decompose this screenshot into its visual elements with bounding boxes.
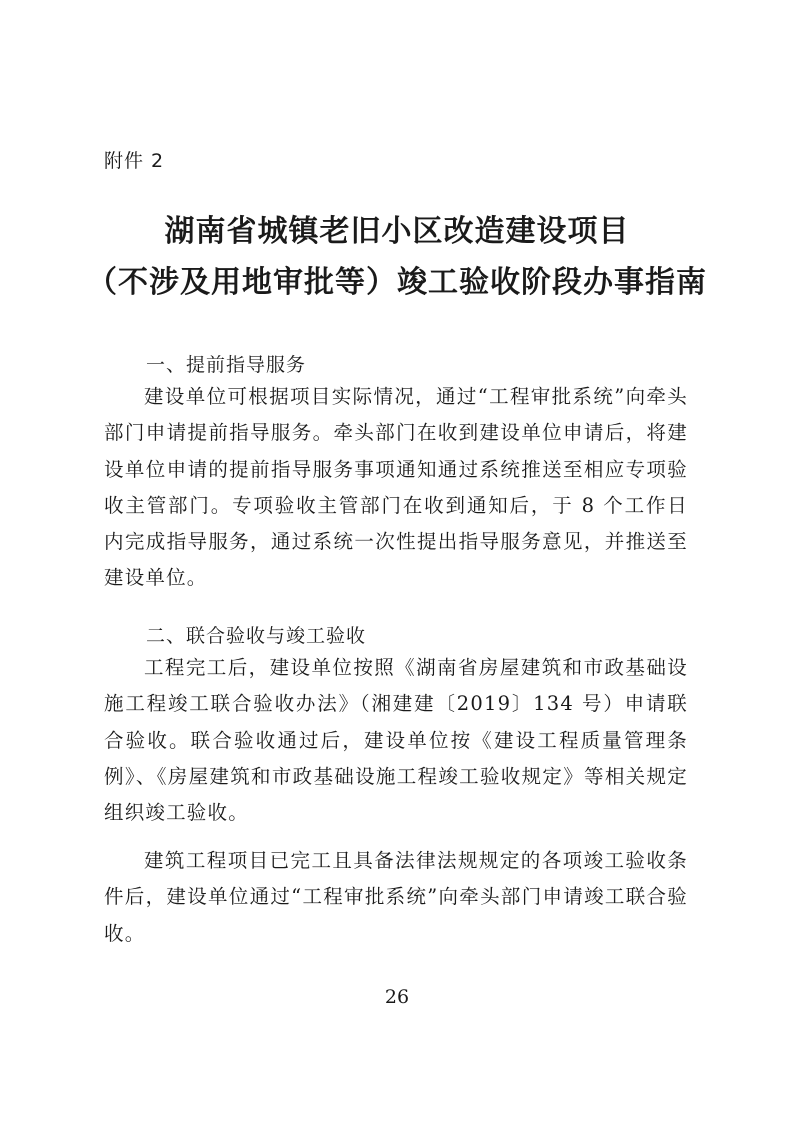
section-2-paragraph-1: 工程完工后，建设单位按照《湖南省房屋建筑和市政基础设施工程竣工联合验收办法》（湘建建〔2019〕134 号）申请联合验收。联合验收通过后，建设单位按《建设工程质量管理条例》、《房屋建筑和市政基础设施工程竣工验收规定》等相关规定组织竣工验收。: [104, 656, 688, 825]
page-number: 26: [384, 986, 410, 1008]
document-title-line-1: 湖南省城镇老旧小区改造建设项目: [164, 214, 630, 249]
section-1-paragraph: 建设单位可根据项目实际情况，通过“工程审批系统”向牵头部门申请提前指导服务。牵头部门在收到建设单位申请后，将建设单位申请的提前指导服务事项通知通过系统推送至相应专项验收主管部门。专项验收主管部门在收到通知后，于 8 个工作日内完成指导服务，通过系统一次性提出指导服务意见，并推送至建设单位。: [104, 385, 688, 590]
attachment-label: 附件 2: [104, 150, 165, 172]
section-2-paragraph-2: 建筑工程项目已完工且具备法律法规规定的各项竣工验收条件后，建设单位通过“工程审批系统”向牵头部门申请竣工联合验收。: [104, 849, 688, 945]
section-heading-2: 二、联合验收与竣工验收: [146, 625, 367, 647]
section-heading-1: 一、提前指导服务: [146, 354, 307, 376]
document-title-line-2: （不涉及用地审批等）竣工验收阶段办事指南: [87, 265, 707, 300]
